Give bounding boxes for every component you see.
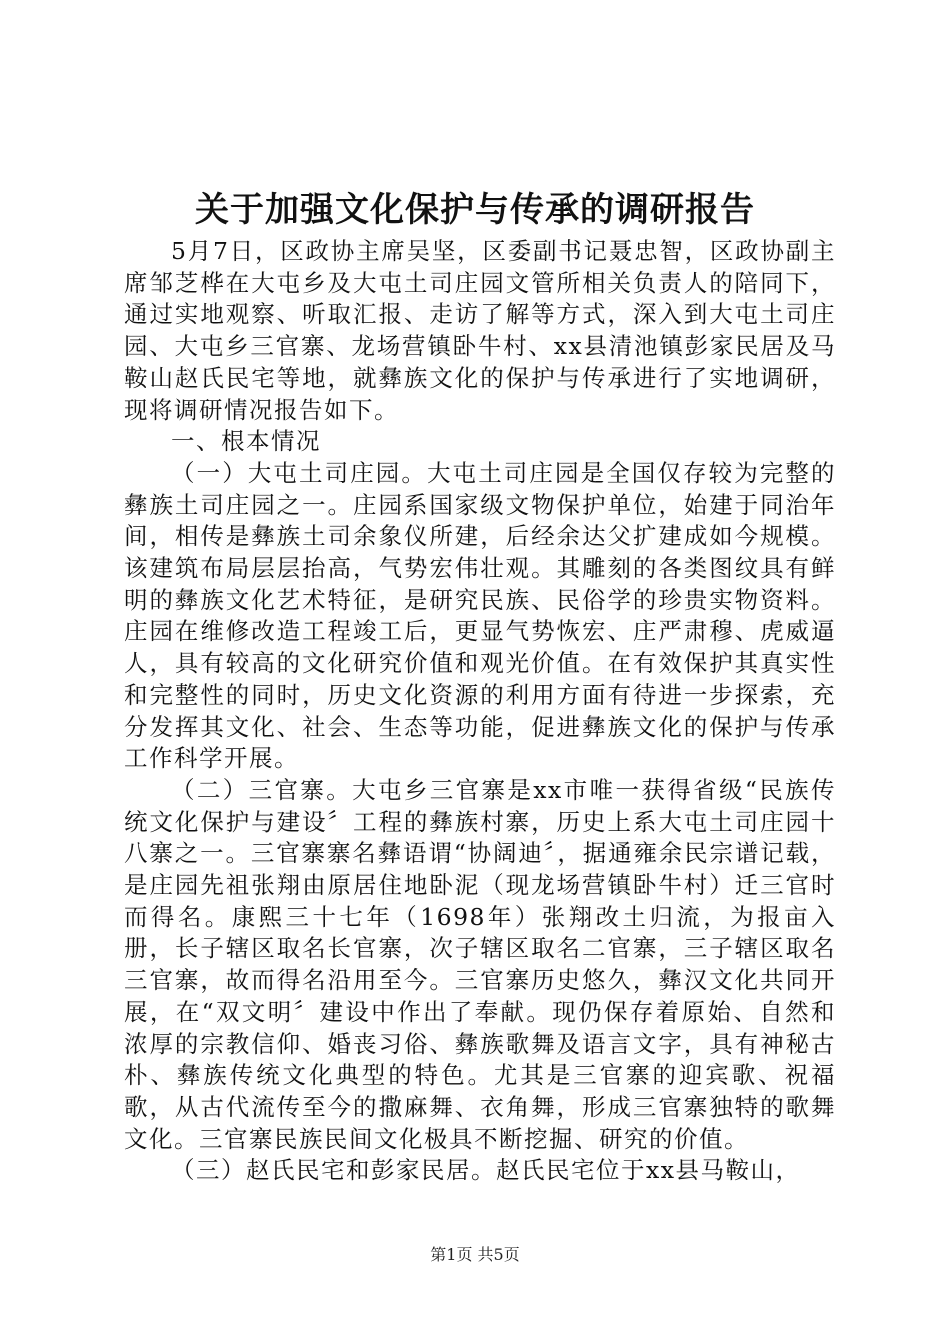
subsection-paragraph-1: （一）大屯土司庄园。大屯土司庄园是全国仅存较为完整的彝族土司庄园之一。庄园系国家级文物保护单位，始建于同治年间，相传是彝族土司余象仪所建，后经余达父扩建成如今规模。该建筑布局层层抬高，气势宏伟壮观。其雕刻的各类图纹具有鲜明的彝族文化艺术特征，是研究民族、民俗学的珍贵实物资料。庄园在维修改造工程竣工后，更显气势恢宏、庄严肃穆、虎威逼人，具有较高的文化研究价值和观光价值。在有效保护其真实性和完整性的同时，历史文化资源的利用方面有待进一步探索，充分发挥其文化、社会、生态等功能，促进彝族文化的保护与传承工作科学开展。 <box>124 458 836 773</box>
subsection-paragraph-3: （三）赵氏民宅和彭家民居。赵氏民宅位于xx县马鞍山， <box>171 1156 801 1185</box>
subsection-paragraph-2: （二）三官寨。大屯乡三官寨是xx市唯一获得省级“民族传统文化保护与建设〞工程的彝族村寨，历史上系大屯土司庄园十八寨之一。三官寨寨名彝语谓“协阔迪〞，据通雍余民宗谱记载，是庄园先祖张翔由原居住地卧泥（现龙场营镇卧牛村）迁三官时而得名。康熙三十七年（1698年）张翔改土归流，为报亩入册，长子辖区取名长官寨，次子辖区取名二官寨，三子辖区取名三官寨，故而得名沿用至今。三官寨历史悠久，彝汉文化共同开展，在“双文明〞建设中作出了奉献。现仍保存着原始、自然和浓厚的宗教信仰、婚丧习俗、彝族歌舞及语言文字，具有神秘古朴、彝族传统文化典型的特色。尤其是三官寨的迎宾歌、祝福歌，从古代流传至今的撒麻舞、衣角舞，形成三官寨独特的歌舞文化。三官寨民族民间文化极具不断挖掘、研究的价值。 <box>124 775 836 1153</box>
page-footer: 第1页 共5页 <box>430 1245 520 1264</box>
document-title: 关于加强文化保护与传承的调研报告 <box>195 190 755 230</box>
section-heading: 一、根本情况 <box>171 427 321 456</box>
document-body <box>124 236 836 1187</box>
intro-paragraph: 5月7日，区政协主席吴坚，区委副书记聂忠智，区政协副主席邹芝桦在大屯乡及大屯土司庄园文管所相关负责人的陪同下，通过实地观察、听取汇报、走访了解等方式，深入到大屯土司庄园、大屯乡三官寨、龙场营镇卧牛村、xx县清池镇彭家民居及马鞍山赵氏民宅等地，就彝族文化的保护与传承进行了实地调研，现将调研情况报告如下。 <box>124 237 836 424</box>
